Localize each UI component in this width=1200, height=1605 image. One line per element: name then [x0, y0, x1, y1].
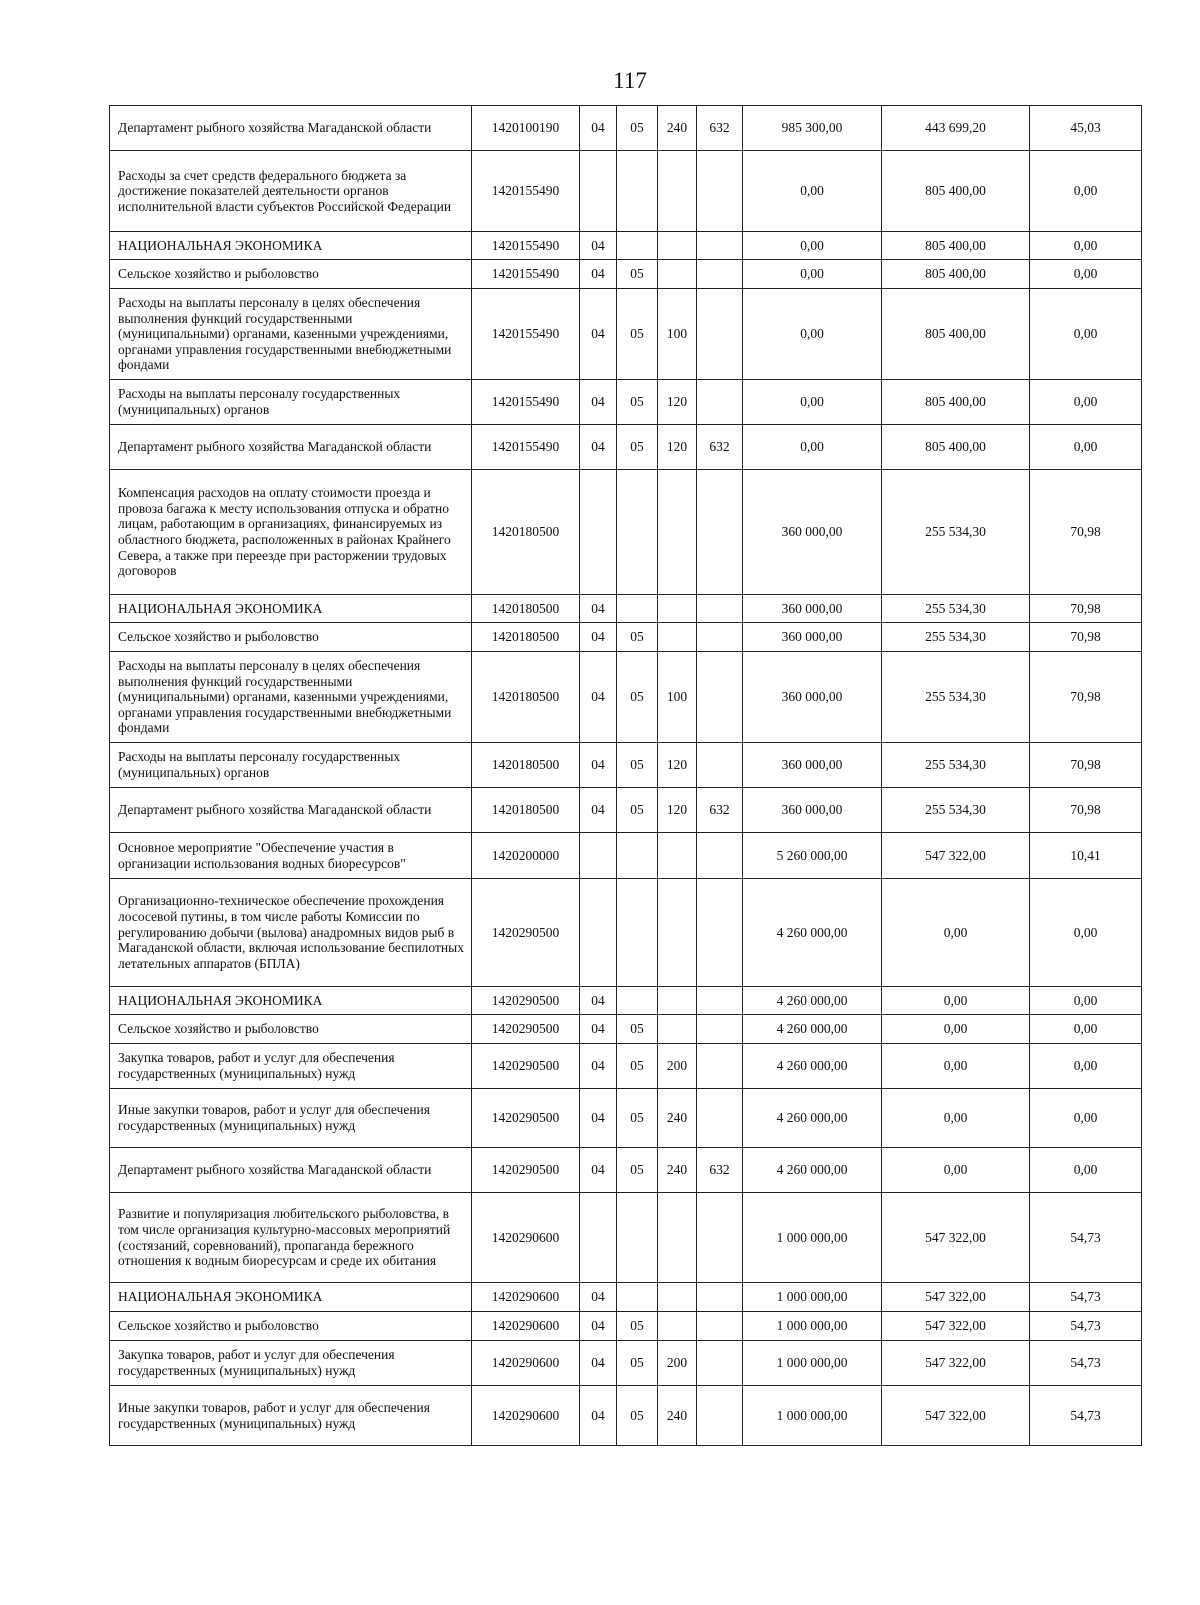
cell-planned-amount: 4 260 000,00 — [743, 1015, 882, 1044]
cell-expense-type-code: 200 — [658, 1044, 697, 1089]
table-row — [110, 595, 1142, 623]
cell-actual-amount: 547 322,00 — [882, 1386, 1030, 1446]
cell-name: Основное мероприятие "Обеспечение участия в организации использования водных биоресурсов" — [110, 833, 472, 879]
cell-section-code — [580, 151, 617, 232]
cell-section-code: 04 — [580, 652, 617, 743]
cell-subsection-code: 05 — [617, 1089, 658, 1148]
cell-execution-percent: 70,98 — [1030, 595, 1142, 623]
table-row — [110, 652, 1142, 743]
table-row — [110, 743, 1142, 788]
cell-target-code: 1420180500 — [472, 788, 580, 833]
cell-department-code — [697, 1312, 743, 1341]
cell-execution-percent: 70,98 — [1030, 623, 1142, 652]
cell-expense-type-code: 240 — [658, 106, 697, 151]
cell-execution-percent: 0,00 — [1030, 1089, 1142, 1148]
table-row — [110, 1312, 1142, 1341]
cell-execution-percent: 0,00 — [1030, 380, 1142, 425]
cell-subsection-code: 05 — [617, 289, 658, 380]
table-body — [110, 106, 1142, 1446]
cell-section-code: 04 — [580, 289, 617, 380]
cell-subsection-code: 05 — [617, 652, 658, 743]
cell-planned-amount: 1 000 000,00 — [743, 1341, 882, 1386]
cell-actual-amount: 255 534,30 — [882, 623, 1030, 652]
cell-actual-amount: 805 400,00 — [882, 380, 1030, 425]
budget-table — [109, 105, 1142, 1446]
cell-target-code: 1420290500 — [472, 987, 580, 1015]
cell-expense-type-code — [658, 232, 697, 260]
cell-planned-amount: 0,00 — [743, 425, 882, 470]
cell-name: Организационно-техническое обеспечение прохождения лососевой путины, в том числе работы Комиссии по регулированию добычи (вылова) анадромных видов рыб в Магаданской области, включая использование беспилотных летательных аппаратов (БПЛА) — [110, 879, 472, 987]
cell-department-code — [697, 151, 743, 232]
cell-expense-type-code — [658, 1283, 697, 1312]
cell-execution-percent: 70,98 — [1030, 743, 1142, 788]
cell-execution-percent: 54,73 — [1030, 1341, 1142, 1386]
cell-actual-amount: 805 400,00 — [882, 425, 1030, 470]
cell-section-code: 04 — [580, 1283, 617, 1312]
cell-subsection-code: 05 — [617, 1148, 658, 1193]
cell-section-code: 04 — [580, 425, 617, 470]
table-row — [110, 1148, 1142, 1193]
cell-target-code: 1420180500 — [472, 743, 580, 788]
cell-target-code: 1420200000 — [472, 833, 580, 879]
cell-expense-type-code — [658, 470, 697, 595]
cell-name: Расходы на выплаты персоналу государственных (муниципальных) органов — [110, 743, 472, 788]
table-row — [110, 1386, 1142, 1446]
cell-target-code: 1420290600 — [472, 1283, 580, 1312]
cell-department-code — [697, 1341, 743, 1386]
cell-name: НАЦИОНАЛЬНАЯ ЭКОНОМИКА — [110, 1283, 472, 1312]
cell-expense-type-code — [658, 595, 697, 623]
cell-target-code: 1420180500 — [472, 623, 580, 652]
cell-expense-type-code — [658, 260, 697, 289]
cell-name: Расходы на выплаты персоналу в целях обеспечения выполнения функций государственными (муниципальными) органами, казенными учреждениями, органами управления государственными внебюджетными фондами — [110, 289, 472, 380]
cell-actual-amount: 255 534,30 — [882, 470, 1030, 595]
cell-actual-amount: 255 534,30 — [882, 652, 1030, 743]
table-row — [110, 289, 1142, 380]
table-row — [110, 380, 1142, 425]
cell-department-code — [697, 623, 743, 652]
table-row — [110, 425, 1142, 470]
cell-section-code: 04 — [580, 1015, 617, 1044]
cell-actual-amount: 805 400,00 — [882, 232, 1030, 260]
cell-planned-amount: 4 260 000,00 — [743, 1089, 882, 1148]
cell-actual-amount: 805 400,00 — [882, 260, 1030, 289]
cell-planned-amount: 4 260 000,00 — [743, 879, 882, 987]
table-row — [110, 1341, 1142, 1386]
cell-execution-percent: 10,41 — [1030, 833, 1142, 879]
cell-department-code — [697, 1089, 743, 1148]
cell-planned-amount: 360 000,00 — [743, 470, 882, 595]
cell-department-code: 632 — [697, 106, 743, 151]
cell-department-code — [697, 833, 743, 879]
cell-section-code: 04 — [580, 1148, 617, 1193]
cell-department-code — [697, 1193, 743, 1283]
cell-target-code: 1420180500 — [472, 470, 580, 595]
cell-expense-type-code — [658, 1312, 697, 1341]
cell-section-code: 04 — [580, 1386, 617, 1446]
cell-target-code: 1420290500 — [472, 1015, 580, 1044]
cell-execution-percent: 70,98 — [1030, 652, 1142, 743]
cell-expense-type-code — [658, 151, 697, 232]
cell-execution-percent: 70,98 — [1030, 470, 1142, 595]
cell-target-code: 1420100190 — [472, 106, 580, 151]
cell-actual-amount: 0,00 — [882, 1044, 1030, 1089]
cell-expense-type-code: 120 — [658, 425, 697, 470]
cell-expense-type-code: 240 — [658, 1148, 697, 1193]
cell-subsection-code — [617, 232, 658, 260]
cell-actual-amount: 547 322,00 — [882, 1312, 1030, 1341]
cell-actual-amount: 0,00 — [882, 1089, 1030, 1148]
cell-actual-amount: 547 322,00 — [882, 833, 1030, 879]
cell-section-code: 04 — [580, 1089, 617, 1148]
cell-target-code: 1420290600 — [472, 1193, 580, 1283]
cell-execution-percent: 54,73 — [1030, 1283, 1142, 1312]
cell-department-code — [697, 289, 743, 380]
cell-name: Сельское хозяйство и рыболовство — [110, 1312, 472, 1341]
cell-planned-amount: 1 000 000,00 — [743, 1386, 882, 1446]
cell-subsection-code: 05 — [617, 623, 658, 652]
cell-expense-type-code — [658, 879, 697, 987]
cell-planned-amount: 0,00 — [743, 232, 882, 260]
cell-name: Сельское хозяйство и рыболовство — [110, 260, 472, 289]
cell-subsection-code — [617, 833, 658, 879]
page-number: 117 — [613, 68, 647, 93]
cell-planned-amount: 985 300,00 — [743, 106, 882, 151]
cell-department-code: 632 — [697, 425, 743, 470]
table-row — [110, 106, 1142, 151]
cell-section-code — [580, 1193, 617, 1283]
cell-execution-percent: 0,00 — [1030, 879, 1142, 987]
cell-name: Департамент рыбного хозяйства Магаданской области — [110, 788, 472, 833]
cell-target-code: 1420155490 — [472, 289, 580, 380]
cell-target-code: 1420290500 — [472, 1044, 580, 1089]
cell-name: Департамент рыбного хозяйства Магаданской области — [110, 106, 472, 151]
cell-name: НАЦИОНАЛЬНАЯ ЭКОНОМИКА — [110, 232, 472, 260]
cell-target-code: 1420155490 — [472, 425, 580, 470]
cell-subsection-code — [617, 151, 658, 232]
cell-department-code: 632 — [697, 1148, 743, 1193]
cell-section-code: 04 — [580, 380, 617, 425]
cell-subsection-code: 05 — [617, 1341, 658, 1386]
cell-expense-type-code: 100 — [658, 289, 697, 380]
table-row — [110, 788, 1142, 833]
cell-target-code: 1420155490 — [472, 260, 580, 289]
table-row — [110, 1015, 1142, 1044]
cell-expense-type-code — [658, 1193, 697, 1283]
cell-department-code — [697, 743, 743, 788]
cell-subsection-code: 05 — [617, 380, 658, 425]
cell-name: НАЦИОНАЛЬНАЯ ЭКОНОМИКА — [110, 595, 472, 623]
cell-target-code: 1420290600 — [472, 1386, 580, 1446]
cell-expense-type-code: 200 — [658, 1341, 697, 1386]
cell-department-code — [697, 1044, 743, 1089]
cell-planned-amount: 4 260 000,00 — [743, 1148, 882, 1193]
cell-expense-type-code — [658, 1015, 697, 1044]
table-row — [110, 260, 1142, 289]
cell-name: Развитие и популяризация любительского рыболовства, в том числе организация культурно-массовых мероприятий (состязаний, соревнований), пропаганда бережного отношения к водным биоресурсам и среде их обитания — [110, 1193, 472, 1283]
cell-target-code: 1420290500 — [472, 879, 580, 987]
cell-execution-percent: 0,00 — [1030, 1148, 1142, 1193]
cell-actual-amount: 255 534,30 — [882, 788, 1030, 833]
cell-target-code: 1420290500 — [472, 1089, 580, 1148]
cell-section-code: 04 — [580, 1341, 617, 1386]
cell-name: Закупка товаров, работ и услуг для обеспечения государственных (муниципальных) нужд — [110, 1341, 472, 1386]
cell-name: Сельское хозяйство и рыболовство — [110, 1015, 472, 1044]
cell-planned-amount: 0,00 — [743, 289, 882, 380]
cell-execution-percent: 0,00 — [1030, 260, 1142, 289]
cell-subsection-code — [617, 879, 658, 987]
cell-target-code: 1420290600 — [472, 1341, 580, 1386]
cell-execution-percent: 0,00 — [1030, 1044, 1142, 1089]
cell-department-code — [697, 1283, 743, 1312]
cell-actual-amount: 443 699,20 — [882, 106, 1030, 151]
cell-department-code — [697, 380, 743, 425]
cell-actual-amount: 547 322,00 — [882, 1283, 1030, 1312]
cell-execution-percent: 0,00 — [1030, 1015, 1142, 1044]
cell-department-code — [697, 987, 743, 1015]
cell-planned-amount: 360 000,00 — [743, 623, 882, 652]
cell-planned-amount: 1 000 000,00 — [743, 1193, 882, 1283]
cell-department-code — [697, 879, 743, 987]
cell-name: Департамент рыбного хозяйства Магаданской области — [110, 425, 472, 470]
cell-name: Закупка товаров, работ и услуг для обеспечения государственных (муниципальных) нужд — [110, 1044, 472, 1089]
cell-name: Сельское хозяйство и рыболовство — [110, 623, 472, 652]
cell-target-code: 1420180500 — [472, 652, 580, 743]
cell-subsection-code: 05 — [617, 425, 658, 470]
cell-target-code: 1420180500 — [472, 595, 580, 623]
cell-subsection-code: 05 — [617, 106, 658, 151]
cell-section-code: 04 — [580, 106, 617, 151]
cell-name: Расходы за счет средств федерального бюджета за достижение показателей деятельности органов исполнительной власти субъектов Российской Федерации — [110, 151, 472, 232]
cell-actual-amount: 0,00 — [882, 987, 1030, 1015]
cell-subsection-code: 05 — [617, 743, 658, 788]
cell-department-code — [697, 260, 743, 289]
cell-section-code: 04 — [580, 987, 617, 1015]
cell-name: Расходы на выплаты персоналу в целях обеспечения выполнения функций государственными (муниципальными) органами, казенными учреждениями, органами управления государственными внебюджетными фондами — [110, 652, 472, 743]
cell-actual-amount: 255 534,30 — [882, 743, 1030, 788]
cell-execution-percent: 54,73 — [1030, 1386, 1142, 1446]
cell-subsection-code: 05 — [617, 260, 658, 289]
cell-subsection-code: 05 — [617, 1386, 658, 1446]
cell-actual-amount: 255 534,30 — [882, 595, 1030, 623]
table-row — [110, 623, 1142, 652]
cell-subsection-code: 05 — [617, 1015, 658, 1044]
table-row — [110, 1044, 1142, 1089]
cell-expense-type-code — [658, 833, 697, 879]
cell-execution-percent: 0,00 — [1030, 232, 1142, 260]
cell-actual-amount: 805 400,00 — [882, 151, 1030, 232]
cell-department-code — [697, 595, 743, 623]
cell-target-code: 1420290500 — [472, 1148, 580, 1193]
cell-planned-amount: 1 000 000,00 — [743, 1283, 882, 1312]
cell-expense-type-code — [658, 987, 697, 1015]
cell-expense-type-code: 120 — [658, 743, 697, 788]
table-row — [110, 879, 1142, 987]
cell-planned-amount: 0,00 — [743, 151, 882, 232]
cell-subsection-code: 05 — [617, 1312, 658, 1341]
cell-expense-type-code: 120 — [658, 788, 697, 833]
cell-subsection-code — [617, 1283, 658, 1312]
cell-section-code: 04 — [580, 595, 617, 623]
cell-name: Иные закупки товаров, работ и услуг для обеспечения государственных (муниципальных) нужд — [110, 1089, 472, 1148]
cell-planned-amount: 0,00 — [743, 260, 882, 289]
cell-planned-amount: 4 260 000,00 — [743, 1044, 882, 1089]
cell-department-code — [697, 1015, 743, 1044]
cell-planned-amount: 1 000 000,00 — [743, 1312, 882, 1341]
cell-planned-amount: 360 000,00 — [743, 743, 882, 788]
cell-planned-amount: 0,00 — [743, 380, 882, 425]
cell-name: НАЦИОНАЛЬНАЯ ЭКОНОМИКА — [110, 987, 472, 1015]
cell-target-code: 1420155490 — [472, 232, 580, 260]
cell-expense-type-code: 240 — [658, 1089, 697, 1148]
cell-section-code: 04 — [580, 623, 617, 652]
cell-execution-percent: 0,00 — [1030, 987, 1142, 1015]
cell-section-code — [580, 879, 617, 987]
cell-section-code: 04 — [580, 1312, 617, 1341]
cell-subsection-code — [617, 470, 658, 595]
cell-expense-type-code: 100 — [658, 652, 697, 743]
cell-department-code: 632 — [697, 788, 743, 833]
cell-name: Департамент рыбного хозяйства Магаданской области — [110, 1148, 472, 1193]
cell-execution-percent: 54,73 — [1030, 1312, 1142, 1341]
cell-section-code: 04 — [580, 232, 617, 260]
cell-actual-amount: 0,00 — [882, 1015, 1030, 1044]
table-row — [110, 232, 1142, 260]
cell-subsection-code: 05 — [617, 788, 658, 833]
cell-target-code: 1420155490 — [472, 151, 580, 232]
cell-section-code: 04 — [580, 260, 617, 289]
cell-department-code — [697, 1386, 743, 1446]
cell-expense-type-code: 120 — [658, 380, 697, 425]
cell-execution-percent: 45,03 — [1030, 106, 1142, 151]
cell-department-code — [697, 232, 743, 260]
cell-target-code: 1420290600 — [472, 1312, 580, 1341]
cell-name: Расходы на выплаты персоналу государственных (муниципальных) органов — [110, 380, 472, 425]
cell-planned-amount: 360 000,00 — [743, 788, 882, 833]
table-row — [110, 987, 1142, 1015]
cell-planned-amount: 360 000,00 — [743, 595, 882, 623]
cell-actual-amount: 805 400,00 — [882, 289, 1030, 380]
cell-section-code — [580, 470, 617, 595]
cell-expense-type-code: 240 — [658, 1386, 697, 1446]
cell-section-code: 04 — [580, 788, 617, 833]
cell-subsection-code — [617, 595, 658, 623]
cell-planned-amount: 5 260 000,00 — [743, 833, 882, 879]
cell-section-code: 04 — [580, 743, 617, 788]
cell-expense-type-code — [658, 623, 697, 652]
table-row — [110, 470, 1142, 595]
cell-department-code — [697, 470, 743, 595]
table-row — [110, 1089, 1142, 1148]
cell-planned-amount: 4 260 000,00 — [743, 987, 882, 1015]
cell-subsection-code: 05 — [617, 1044, 658, 1089]
cell-planned-amount: 360 000,00 — [743, 652, 882, 743]
cell-actual-amount: 0,00 — [882, 1148, 1030, 1193]
table-row — [110, 1283, 1142, 1312]
cell-subsection-code — [617, 987, 658, 1015]
table-row — [110, 151, 1142, 232]
cell-target-code: 1420155490 — [472, 380, 580, 425]
cell-actual-amount: 0,00 — [882, 879, 1030, 987]
cell-execution-percent: 70,98 — [1030, 788, 1142, 833]
cell-execution-percent: 54,73 — [1030, 1193, 1142, 1283]
cell-subsection-code — [617, 1193, 658, 1283]
cell-actual-amount: 547 322,00 — [882, 1193, 1030, 1283]
table-row — [110, 1193, 1142, 1283]
cell-actual-amount: 547 322,00 — [882, 1341, 1030, 1386]
cell-name: Компенсация расходов на оплату стоимости проезда и провоза багажа к месту использования отпуска и обратно лицам, работающим в организациях, финансируемых из областного бюджета, расположенных в районах Крайнего Севера, а также при переезде при расторжении трудовых договоров — [110, 470, 472, 595]
cell-department-code — [697, 652, 743, 743]
cell-execution-percent: 0,00 — [1030, 425, 1142, 470]
table-row — [110, 833, 1142, 879]
cell-execution-percent: 0,00 — [1030, 289, 1142, 380]
cell-section-code — [580, 833, 617, 879]
cell-execution-percent: 0,00 — [1030, 151, 1142, 232]
cell-section-code: 04 — [580, 1044, 617, 1089]
cell-name: Иные закупки товаров, работ и услуг для обеспечения государственных (муниципальных) нужд — [110, 1386, 472, 1446]
